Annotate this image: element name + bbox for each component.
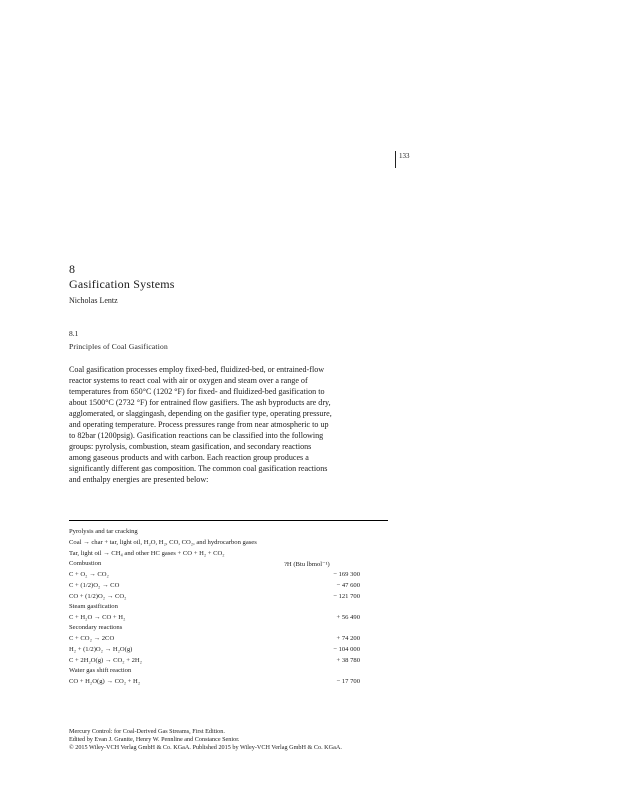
table-row: Coal → char + tar, light oil, H₂O, H₂, CO, CO₂, and hydrocarbon gases [69, 539, 257, 546]
table-row: Water gas shift reaction [69, 667, 132, 674]
table-row: C + (1/2)O₂ → CO [69, 582, 120, 589]
enthalpy-column-header: ?H (Btu lbmol⁻¹) [284, 561, 330, 568]
table-row: C + H₂O → CO + H₂ [69, 614, 126, 621]
enthalpy-value: + 38 780 [336, 657, 360, 664]
enthalpy-value: − 104 000 [333, 646, 360, 653]
table-row: C + CO₂ → 2CO [69, 635, 115, 642]
enthalpy-value: + 56 490 [336, 614, 360, 621]
body-line: and operating temperature. Process pressures range from near atmospheric to up [69, 420, 329, 430]
footer-line: © 2015 Wiley-VCH Verlag GmbH & Co. KGaA. Published 2015 by Wiley-VCH Verlag GmbH & Co. KGaA. [69, 744, 342, 751]
enthalpy-value: − 47 600 [336, 582, 360, 589]
section-number: 8.1 [69, 329, 79, 338]
table-row: C + O₂ → CO₂ [69, 571, 109, 578]
enthalpy-value: − 121 700 [333, 593, 360, 600]
body-line: and enthalpy energies are presented below: [69, 475, 209, 485]
enthalpy-value: + 74 200 [336, 635, 360, 642]
body-line: temperatures from 650°C (1202 °F) for fixed- and fluidized-bed gasification to [69, 387, 325, 397]
enthalpy-value: − 169 300 [333, 571, 360, 578]
body-line: Coal gasification processes employ fixed-bed, fluidized-bed, or entrained-flow [69, 365, 325, 374]
body-line: reactor systems to react coal with air or oxygen and steam over a range of [69, 376, 308, 386]
table-row: C + 2H₂O(g) → CO₂ + 2H₂ [69, 657, 142, 664]
body-paragraph [69, 364, 387, 486]
table-row: H₂ + (1/2)O₂ → H₂O(g) [69, 646, 133, 653]
table-row: CO + H₂O(g) → CO₂ + H₂ [69, 678, 141, 685]
body-line: to 82bar (1200psig). Gasification reactions can be classified into the following [69, 431, 324, 441]
body-line: groups: pyrolysis, combustion, steam gasification, and secondary reactions [69, 442, 312, 452]
table-row: Combustion [69, 560, 102, 567]
body-line: among gaseous products and with carbon. Each reaction group produces a [69, 453, 309, 463]
table-row: Secondary reactions [69, 624, 123, 631]
page-number: 133 [399, 152, 410, 160]
chapter-title: Gasification Systems [69, 277, 175, 291]
table-row: CO + (1/2)O₂ → CO₂ [69, 593, 127, 600]
author: Nicholas Lentz [69, 296, 118, 305]
enthalpy-value: − 17 700 [336, 678, 360, 685]
body-line: agglomerated, or slaggingash, depending on the gasifier type, operating pressure, [69, 409, 332, 419]
chapter-number: 8 [69, 262, 75, 276]
body-line: significantly different gas composition. The common coal gasification reactions [69, 464, 328, 474]
section-title: Principles of Coal Gasification [69, 342, 168, 351]
table-row: Tar, light oil → CH₄ and other HC gases + CO + H₂ + CO₂ [69, 550, 225, 557]
table-top-rule [69, 520, 388, 521]
body-line: about 1500°C (2732 °F) for entrained flow gasifiers. The ash byproducts are dry, [69, 398, 331, 408]
footer-line: Edited by Evan J. Granite, Henry W. Pennline and Constance Senior. [69, 736, 240, 743]
table-row: Pyrolysis and tar cracking [69, 528, 138, 535]
footer-line: Mercury Control: for Coal-Derived Gas Streams, First Edition. [69, 728, 225, 735]
table-row: Steam gasification [69, 603, 118, 610]
margin-rule [395, 151, 396, 168]
